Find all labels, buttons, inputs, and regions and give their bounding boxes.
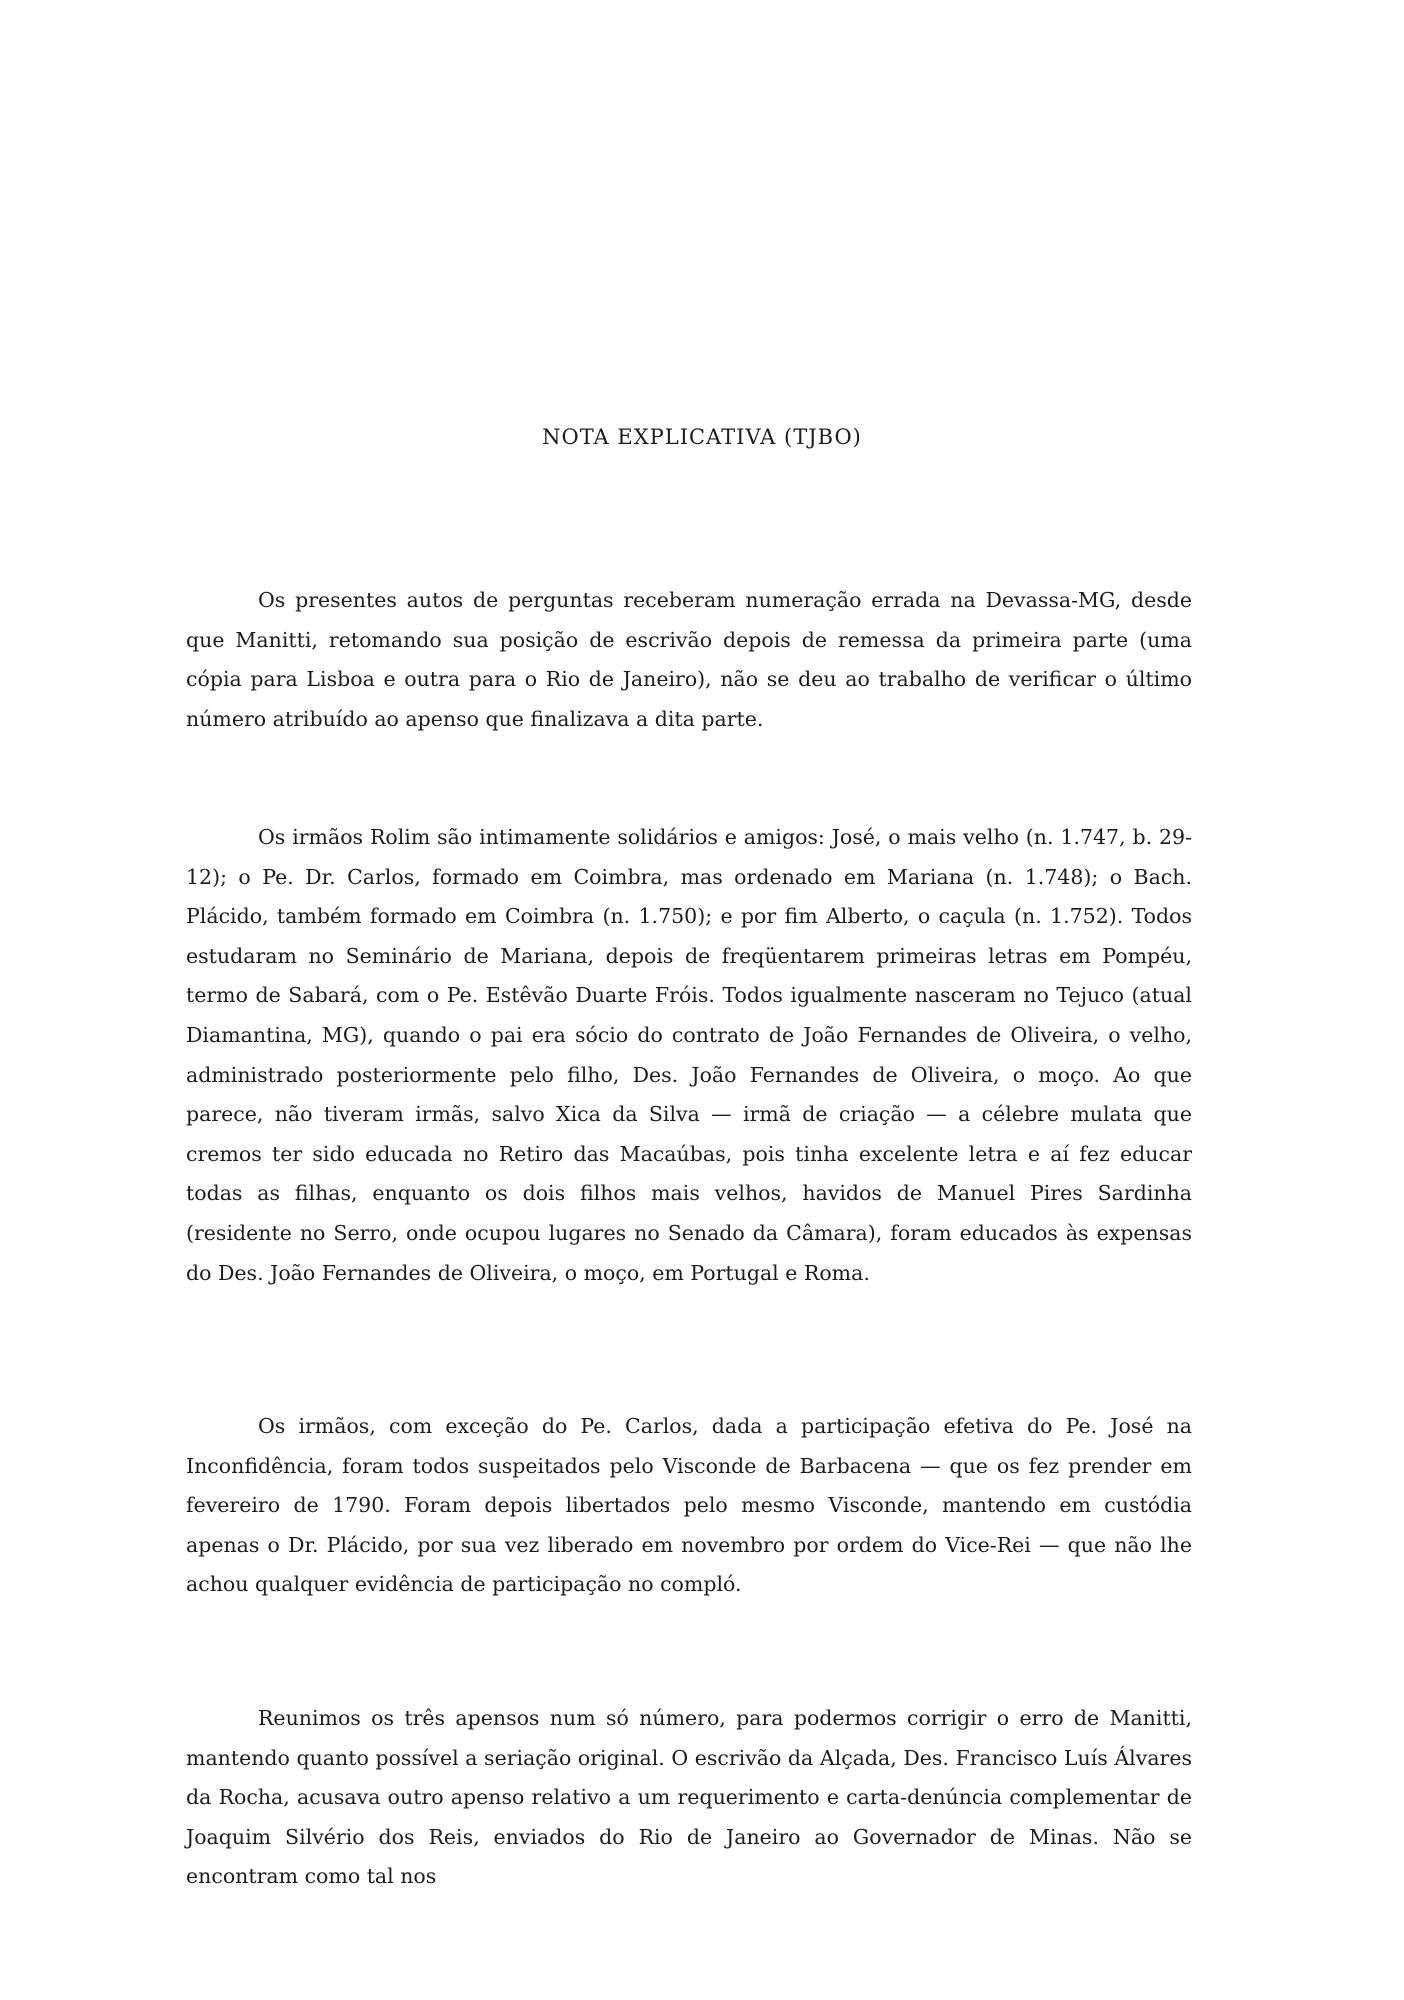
paragraph-4: Reunimos os três apensos num só número, para podermos corrigir o erro de Manitti, mantendo quanto possível a seriação original. O escrivão da Alçada, Des. Francisco Luís Álvares da Rocha, acusava outro apenso relativo a um requerimento e carta-denúncia complementar de Joaquim Silvério dos Reis, enviados do Rio de Janeiro ao Governador de Minas. Não se encontram como tal nos bbox=[186, 1706, 1192, 1889]
paragraph-1: Os presentes autos de perguntas receberam numeração errada na Devassa-MG, desde que Manitti, retomando sua posição de escrivão depois de remessa da primeira parte (uma cópia para Lisboa e outra para o Rio de Janeiro), não se deu ao trabalho de verificar o último número atribuído ao apenso que finalizava a dita parte. bbox=[186, 588, 1192, 731]
paragraph-2: Os irmãos Rolim são intimamente solidários e amigos: José, o mais velho (n. 1.747, b. 29-12); o Pe. Dr. Carlos, formado em Coimbra, mas ordenado em Mariana (n. 1.748); o Bach. Plácido, também formado em Coimbra (n. 1.750); e por fim Alberto, o caçula (n. 1.752). Todos estudaram no Seminário de Mariana, depois de freqüentarem primeiras letras em Pompéu, termo de Sabará, com o Pe. Estêvão Duarte Fróis. Todos igualmente nasceram no Tejuco (atual Diamantina, MG), quando o pai era sócio do contrato de João Fernandes de Oliveira, o velho, administrado posteriormente pelo filho, Des. João Fernandes de Oliveira, o moço. Ao que parece, não tiveram irmãs, salvo Xica da Silva — irmã de criação — a célebre mulata que cremos ter sido educada no Retiro das Macaúbas, pois tinha excelente letra e aí fez educar todas as filhas, enquanto os dois filhos mais velhos, havidos de Manuel Pires Sardinha (residente no Serro, onde ocupou lugares no Senado da Câmara), foram educados às expensas do Des. João Fernandes de Oliveira, o moço, em Portugal e Roma. bbox=[186, 825, 1192, 1285]
page-title: NOTA EXPLICATIVA (TJBO) bbox=[542, 425, 862, 449]
paragraph-3: Os irmãos, com exceção do Pe. Carlos, dada a participação efetiva do Pe. José na Inconfidência, foram todos suspeitados pelo Visconde de Barbacena — que os fez prender em fevereiro de 1790. Foram depois libertados pelo mesmo Visconde, mantendo em custódia apenas o Dr. Plácido, por sua vez liberado em novembro por ordem do Vice-Rei — que não lhe achou qualquer evidência de participação no compló. bbox=[186, 1414, 1192, 1597]
